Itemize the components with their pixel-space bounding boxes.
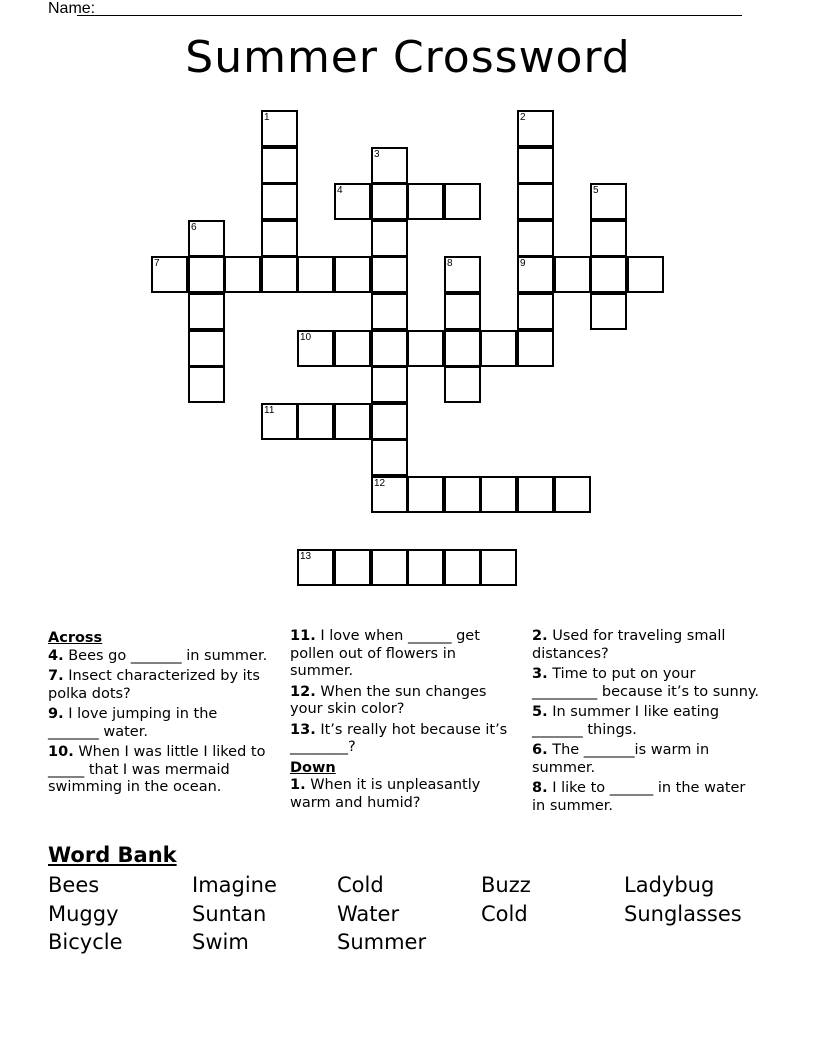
clue-number: 7 xyxy=(154,258,160,269)
clue-number: 3 xyxy=(374,149,380,160)
clue-down-8: 8. I like to ______ in the water in summer. xyxy=(532,780,746,814)
clues-column-1 xyxy=(48,628,268,800)
crossword-cell[interactable] xyxy=(371,549,408,586)
crossword-cell[interactable] xyxy=(371,439,408,476)
crossword-cell[interactable] xyxy=(334,183,371,220)
crossword-cell[interactable] xyxy=(444,549,481,586)
crossword-cell[interactable] xyxy=(297,549,334,586)
clue-across-7: 7. Insect characterized by its polka dots? xyxy=(48,668,260,702)
crossword-cell[interactable] xyxy=(517,293,554,330)
word-bank-item: Swim xyxy=(192,930,249,954)
word-bank-item: Cold xyxy=(337,873,384,897)
crossword-cell[interactable] xyxy=(297,330,334,367)
clue-down-6: 6. The _______is warm in summer. xyxy=(532,742,710,776)
clue-number: 5 xyxy=(593,185,599,196)
clue-number: 11 xyxy=(264,405,275,416)
clue-down-3: 3. Time to put on your _________ because it’s to sunny. xyxy=(532,666,760,700)
word-bank-heading: Word Bank xyxy=(48,843,177,867)
word-bank-item: Imagine xyxy=(192,873,277,897)
name-label: Name: xyxy=(48,0,96,17)
clue-number: 4 xyxy=(337,185,343,196)
crossword-cell[interactable] xyxy=(188,330,225,367)
crossword-cell[interactable] xyxy=(371,147,408,184)
clue-across-10: 10. When I was little I liked to _____ that I was mermaid swimming in the ocean. xyxy=(48,744,266,795)
clue-number: 13 xyxy=(300,551,312,562)
crossword-cell[interactable] xyxy=(151,256,188,293)
crossword-cell[interactable] xyxy=(334,256,371,293)
clue-across-9: 9. I love jumping in the _______ water. xyxy=(48,706,218,740)
crossword-cell[interactable] xyxy=(261,256,298,293)
crossword-cell[interactable] xyxy=(444,256,481,293)
clue-across-4: 4. Bees go _______ in summer. xyxy=(48,647,268,664)
crossword-cell[interactable] xyxy=(188,256,225,293)
crossword-cell[interactable] xyxy=(371,220,408,257)
crossword-cell[interactable] xyxy=(517,256,554,293)
word-bank-item: Buzz xyxy=(481,873,531,897)
crossword-cell[interactable] xyxy=(590,220,627,257)
crossword-cell[interactable] xyxy=(371,183,408,220)
word-bank-item: Bees xyxy=(48,873,100,897)
crossword-cell[interactable] xyxy=(297,403,334,440)
crossword-cell[interactable] xyxy=(407,476,444,513)
crossword-cell[interactable] xyxy=(188,293,225,330)
crossword-cell[interactable] xyxy=(371,256,408,293)
word-bank-item: Cold xyxy=(481,902,528,926)
clue-number: 6 xyxy=(191,222,197,233)
crossword-cell[interactable] xyxy=(224,256,261,293)
clue-down-5: 5. In summer I like eating _______ things. xyxy=(532,704,720,738)
crossword-cell[interactable] xyxy=(444,293,481,330)
clue-across-11: 11. I love when ______ get pollen out of flowers in summer. xyxy=(290,628,480,679)
crossword-cell[interactable] xyxy=(407,183,444,220)
crossword-cell[interactable] xyxy=(334,403,371,440)
clue-number: 12 xyxy=(374,478,386,489)
clue-across-12: 12. When the sun changes your skin color? xyxy=(290,683,487,717)
clue-number: 2 xyxy=(520,112,526,123)
crossword-cell[interactable] xyxy=(554,256,591,293)
crossword-cell[interactable] xyxy=(188,220,225,257)
crossword-cell[interactable] xyxy=(517,220,554,257)
crossword-cell[interactable] xyxy=(590,293,627,330)
crossword-cell[interactable] xyxy=(554,476,591,513)
name-field[interactable] xyxy=(77,15,742,16)
clues-column-3 xyxy=(532,628,762,818)
clue-number: 10 xyxy=(300,332,312,343)
down-heading: Down xyxy=(290,759,336,776)
clue-number: 8 xyxy=(447,258,453,269)
clues-column-2 xyxy=(290,628,515,815)
crossword-cell[interactable] xyxy=(590,183,627,220)
puzzle-title: Summer Crossword xyxy=(185,32,631,83)
crossword-cell[interactable] xyxy=(261,110,298,147)
crossword-cell[interactable] xyxy=(261,220,298,257)
crossword-cell[interactable] xyxy=(517,110,554,147)
clue-down-1: 1. When it is unpleasantly warm and humid? xyxy=(290,777,481,811)
crossword-cell[interactable] xyxy=(371,330,408,367)
crossword-cell[interactable] xyxy=(334,330,371,367)
crossword-cell[interactable] xyxy=(371,403,408,440)
word-bank-item: Water xyxy=(337,902,400,926)
clue-number: 1 xyxy=(264,112,270,123)
word-bank-item: Muggy xyxy=(48,902,119,926)
crossword-cell[interactable] xyxy=(261,183,298,220)
crossword-cell[interactable] xyxy=(297,256,334,293)
crossword-cell[interactable] xyxy=(590,256,627,293)
crossword-cell[interactable] xyxy=(444,183,481,220)
crossword-cell[interactable] xyxy=(444,476,481,513)
across-heading: Across xyxy=(48,630,103,646)
clue-across-13: 13. It’s really hot because it’s ________? xyxy=(290,721,508,755)
crossword-cell[interactable] xyxy=(188,366,225,403)
crossword-cell[interactable] xyxy=(480,549,517,586)
crossword-cell[interactable] xyxy=(334,549,371,586)
crossword-cell[interactable] xyxy=(517,330,554,367)
word-bank-item: Sunglasses xyxy=(624,902,742,926)
crossword-cell[interactable] xyxy=(371,293,408,330)
word-bank-item: Summer xyxy=(337,930,427,954)
crossword-cell[interactable] xyxy=(517,183,554,220)
crossword-cell[interactable] xyxy=(371,366,408,403)
crossword-cell[interactable] xyxy=(407,330,444,367)
word-bank-item: Ladybug xyxy=(624,873,715,897)
crossword-cell[interactable] xyxy=(407,549,444,586)
crossword-cell[interactable] xyxy=(627,256,664,293)
crossword-cell[interactable] xyxy=(371,476,408,513)
clue-down-2: 2. Used for traveling small distances? xyxy=(532,628,726,662)
crossword-cell[interactable] xyxy=(480,330,517,367)
crossword-cell[interactable] xyxy=(261,147,298,184)
word-bank-item: Suntan xyxy=(192,902,267,926)
crossword-cell[interactable] xyxy=(444,330,481,367)
word-bank-item: Bicycle xyxy=(48,930,123,954)
crossword-cell[interactable] xyxy=(480,476,517,513)
clue-number: 9 xyxy=(520,258,526,269)
crossword-cell[interactable] xyxy=(517,147,554,184)
crossword-cell[interactable] xyxy=(444,366,481,403)
crossword-cell[interactable] xyxy=(261,403,298,440)
crossword-cell[interactable] xyxy=(517,476,554,513)
